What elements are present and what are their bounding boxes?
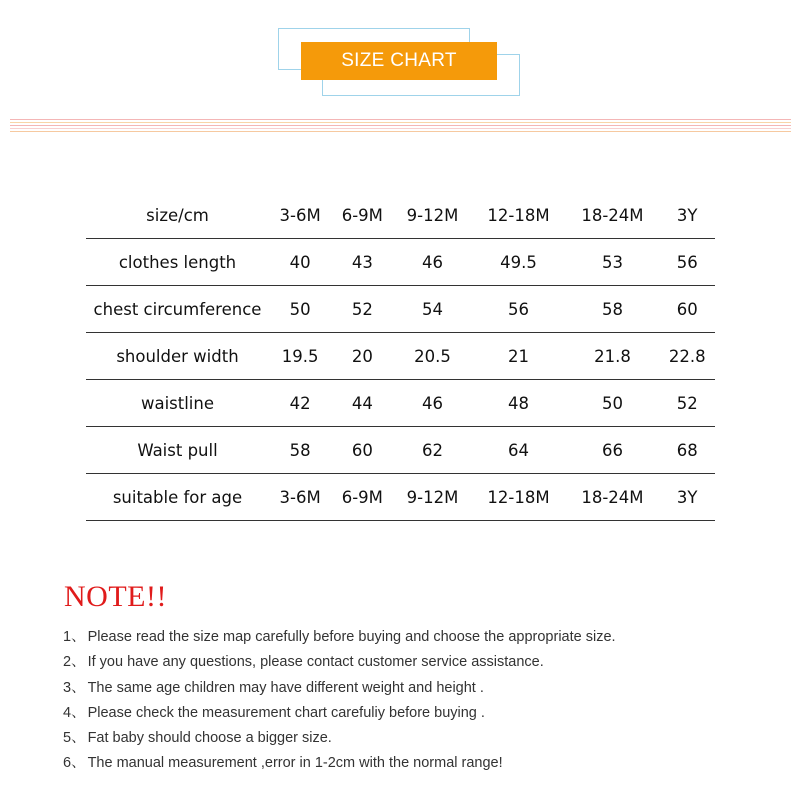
table-cell: 22.8 [659, 333, 715, 380]
table-row [86, 427, 715, 474]
note-index: 2、 [63, 654, 86, 671]
table-cell: 3Y [659, 474, 715, 521]
size-chart-header [278, 28, 528, 98]
note-index: 3、 [63, 679, 86, 696]
row-label: suitable for age [86, 474, 269, 521]
column-header: 3Y [659, 192, 715, 239]
note-list [63, 625, 616, 777]
table-cell: 60 [659, 286, 715, 333]
table-cell: 52 [659, 380, 715, 427]
table-cell: 66 [565, 427, 659, 474]
note-index: 5、 [63, 730, 86, 747]
column-header: size/cm [86, 192, 269, 239]
note-text: Fat baby should choose a bigger size. [87, 730, 332, 747]
table-cell: 50 [269, 286, 331, 333]
row-label: waistline [86, 380, 269, 427]
table-row [86, 239, 715, 286]
table-cell: 46 [393, 380, 471, 427]
list-item [63, 726, 616, 751]
table-row [86, 474, 715, 521]
note-text: The manual measurement ,error in 1-2cm with the normal range! [87, 755, 503, 772]
note-index: 4、 [63, 704, 86, 721]
table-cell: 44 [331, 380, 393, 427]
note-title: NOTE!! [64, 580, 167, 613]
size-table [86, 192, 715, 521]
table-cell: 52 [331, 286, 393, 333]
note-text: Please read the size map carefully before buying and choose the appropriate size. [87, 629, 616, 645]
table-cell: 68 [659, 427, 715, 474]
table-cell: 53 [565, 239, 659, 286]
list-item [63, 625, 616, 650]
note-text: If you have any questions, please contact customer service assistance. [87, 654, 544, 671]
table-cell: 42 [269, 380, 331, 427]
table-cell: 3-6M [269, 474, 331, 521]
table-cell: 50 [565, 380, 659, 427]
table-cell: 56 [472, 286, 566, 333]
row-label: clothes length [86, 239, 269, 286]
table-cell: 40 [269, 239, 331, 286]
table-row [86, 380, 715, 427]
list-item [63, 751, 616, 776]
table-cell: 58 [565, 286, 659, 333]
table-cell: 46 [393, 239, 471, 286]
column-header: 6-9M [331, 192, 393, 239]
table-cell: 21 [472, 333, 566, 380]
row-label: shoulder width [86, 333, 269, 380]
table-cell: 49.5 [472, 239, 566, 286]
table-cell: 19.5 [269, 333, 331, 380]
table-cell: 6-9M [331, 474, 393, 521]
column-header: 18-24M [565, 192, 659, 239]
row-label: chest circumference [86, 286, 269, 333]
table-cell: 20.5 [393, 333, 471, 380]
table-cell: 18-24M [565, 474, 659, 521]
table-cell: 64 [472, 427, 566, 474]
table-header-row [86, 192, 715, 239]
page-title: SIZE CHART [301, 42, 497, 80]
table-cell: 48 [472, 380, 566, 427]
column-header: 3-6M [269, 192, 331, 239]
table-row [86, 286, 715, 333]
table-row [86, 333, 715, 380]
table-cell: 43 [331, 239, 393, 286]
table-cell: 58 [269, 427, 331, 474]
table-cell: 60 [331, 427, 393, 474]
note-text: Please check the measurement chart carefuliy before buying . [87, 704, 485, 721]
table-cell: 9-12M [393, 474, 471, 521]
table-cell: 54 [393, 286, 471, 333]
note-text: The same age children may have different weight and height . [87, 679, 484, 696]
decorative-divider [10, 119, 791, 134]
note-index: 1、 [63, 629, 86, 645]
table-cell: 56 [659, 239, 715, 286]
list-item [63, 676, 616, 701]
table-cell: 21.8 [565, 333, 659, 380]
table-cell: 12-18M [472, 474, 566, 521]
note-index: 6、 [63, 755, 86, 772]
table-cell: 20 [331, 333, 393, 380]
row-label: Waist pull [86, 427, 269, 474]
column-header: 9-12M [393, 192, 471, 239]
list-item [63, 701, 616, 726]
table-cell: 62 [393, 427, 471, 474]
list-item [63, 650, 616, 675]
column-header: 12-18M [472, 192, 566, 239]
